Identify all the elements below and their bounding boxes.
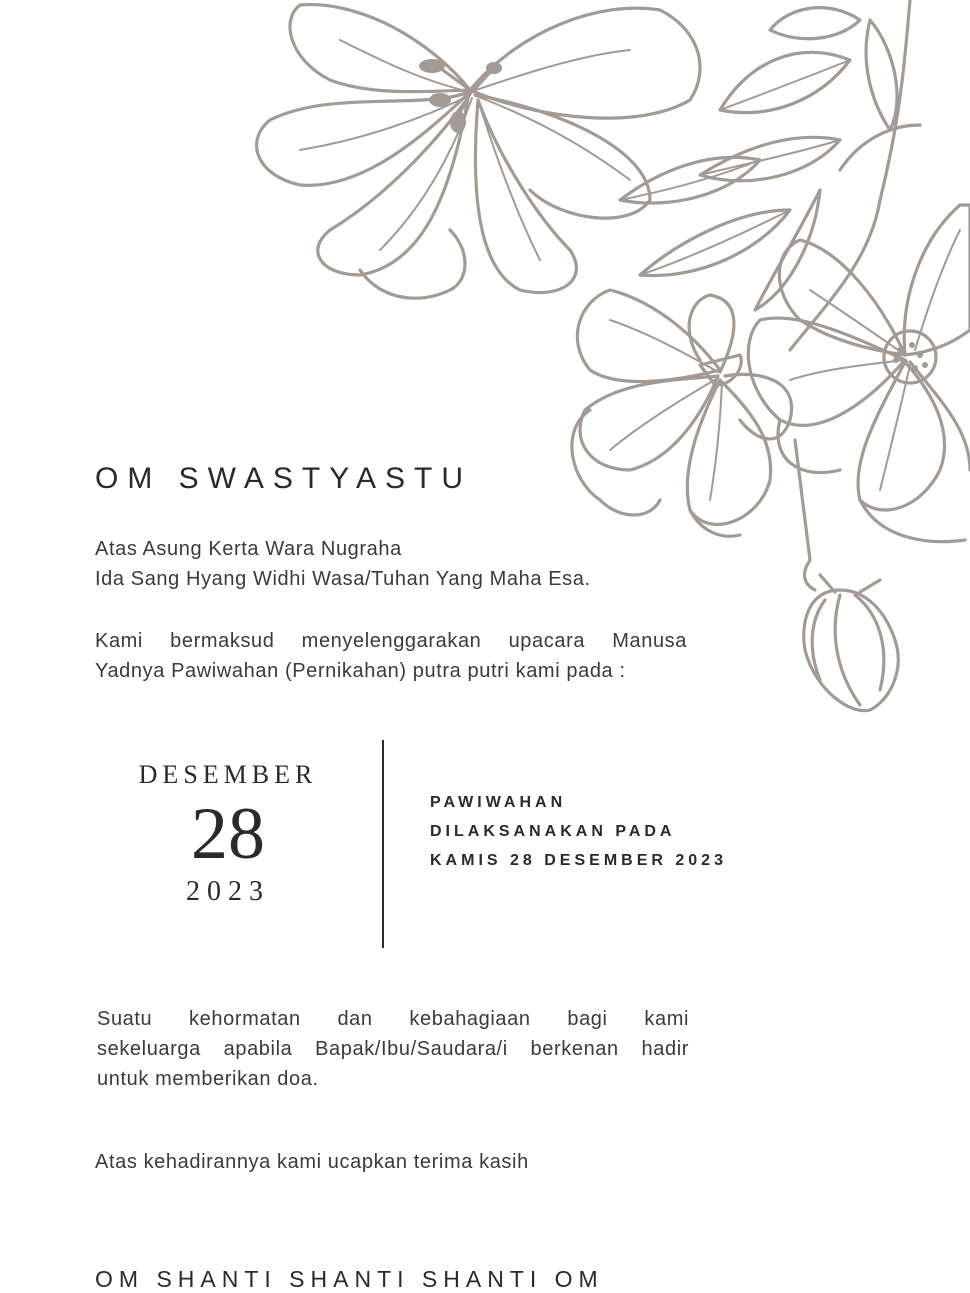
intro-line-2: Ida Sang Hyang Widhi Wasa/Tuhan Yang Maha Esa.: [95, 568, 591, 590]
greeting-heading: OM SWASTYASTU: [95, 462, 473, 495]
honor-line-1: Suatu kehormatan dan kebahagiaan bagi kami: [97, 1008, 689, 1030]
date-block: [128, 760, 328, 908]
event-details: [430, 788, 727, 875]
honor-paragraph: [97, 1004, 689, 1094]
vertical-divider: [382, 740, 384, 948]
leaves: [620, 0, 920, 350]
intro-line-1: Atas Asung Kerta Wara Nugraha: [95, 538, 402, 560]
thanks-line: Atas kehadirannya kami ucapkan terima kasih: [95, 1151, 529, 1173]
invitation-paragraph: [95, 626, 687, 686]
closing-heading: OM SHANTI SHANTI SHANTI OM: [95, 1266, 604, 1292]
upper-flower: [257, 5, 700, 299]
flower-bud: [804, 560, 898, 711]
thanks-paragraph: [95, 1147, 529, 1177]
invitation-line-2: Yadnya Pawiwahan (Pernikahan) putra putri kami pada :: [95, 660, 626, 682]
middle-flower: [572, 290, 810, 560]
event-line-1: PAWIWAHAN: [430, 794, 567, 811]
honor-line-2: sekeluarga apabila Bapak/Ibu/Saudara/i berkenan hadir: [97, 1038, 689, 1060]
date-month: DESEMBER: [138, 760, 318, 789]
date-year: 2023: [186, 876, 270, 907]
event-line-3: KAMIS 28 DESEMBER 2023: [430, 852, 727, 869]
event-line-2: DILAKSANAKAN PADA: [430, 823, 676, 840]
invitation-line-1: Kami bermaksud menyelenggarakan upacara Manusa: [95, 630, 687, 652]
honor-line-3: untuk memberikan doa.: [97, 1068, 319, 1090]
intro-paragraph: [95, 534, 591, 594]
date-day: 28: [191, 793, 265, 875]
